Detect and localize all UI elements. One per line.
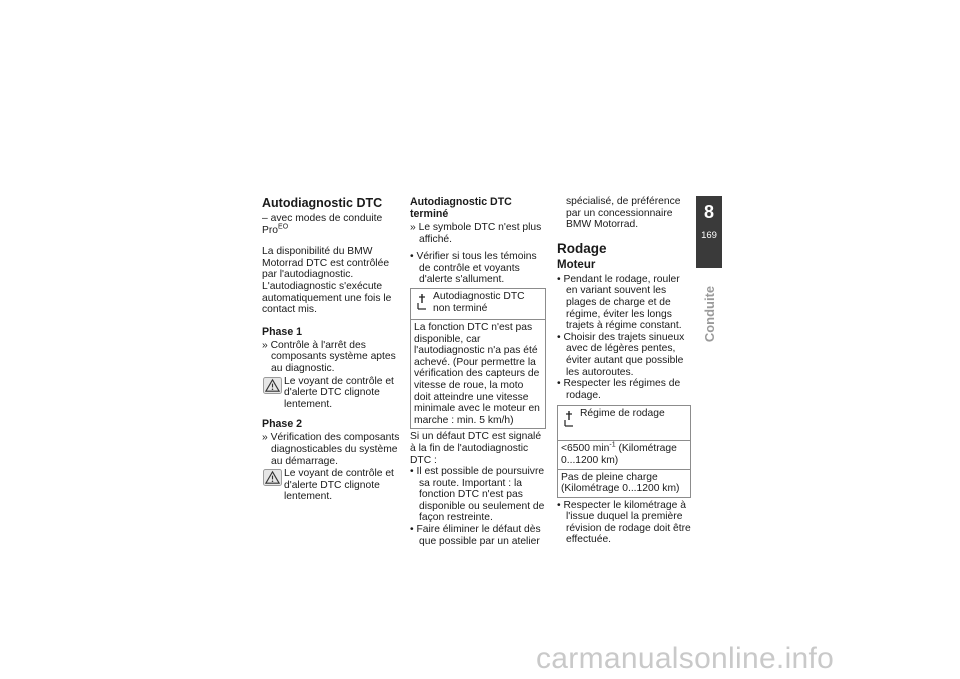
list-item: • Respecter le kilométrage à l'issue duquel la première révision de rodage doit être effectuée. <box>557 499 691 546</box>
rodage-list <box>557 274 691 402</box>
indicator-icon <box>563 410 575 428</box>
section-title-rodage: Rodage <box>557 240 607 256</box>
section-title-dtc-done: Autodiagnostic DTC terminé <box>410 196 512 220</box>
phase1-step: » Contrôle à l'arrêt des composants système aptes au diagnostic. <box>262 339 396 374</box>
phase1-note-text: Le voyant de contrôle et d'alerte DTC clignote lentement. <box>284 375 394 410</box>
list-item: • Faire éliminer le défaut dès que possible par un atelier <box>410 524 541 547</box>
page-number: 169 <box>701 230 717 241</box>
column-1 <box>262 196 400 503</box>
column-3 <box>557 196 691 546</box>
section-title-dtc: Autodiagnostic DTC <box>262 196 383 210</box>
rpm-sup: -1 <box>609 441 616 449</box>
column-2 <box>410 196 546 547</box>
phase2-note-text: Le voyant de contrôle et d'alerte DTC clignote lentement. <box>284 468 394 503</box>
phase2-note <box>262 468 400 503</box>
info-box-title: Régime de rodage <box>580 408 665 420</box>
list-item: • Pendant le rodage, rouler en variant souvent les plages de charge et de régime, éviter les longs trajets à régime constant. <box>557 273 682 332</box>
chapter-tab <box>696 196 722 268</box>
dtc-done-step: » Le symbole DTC n'est plus affiché. <box>410 222 542 245</box>
check-bullet: • Vérifier si tous les témoins de contrôle et voyants d'alerte s'allument. <box>410 251 537 286</box>
list-item: • Il est possible de poursuivre sa route. Important : la fonction DTC n'est pas disponible ou seulement de façon restreinte. <box>410 466 545 524</box>
info-box-title: Autodiagnostic DTC non terminé <box>433 290 525 314</box>
list-item: • Respecter les régimes de rodage. <box>557 378 681 401</box>
intro-text: La disponibilité du BMW Motorrad DTC est contrôlée par l'autodiagnostic. L'autodiagnostic s'exécute automatiquement une fois le contact mis. <box>262 246 392 316</box>
continued-text: spécialisé, de préférence par un concessionnaire BMW Motorrad. <box>566 196 681 231</box>
mode-sup: EO <box>278 223 289 231</box>
info-box-dtc <box>410 288 546 429</box>
indicator-icon <box>416 293 428 311</box>
mode-line <box>262 213 400 236</box>
watermark: carmanualsonline.info <box>536 642 835 675</box>
phase1-title: Phase 1 <box>262 325 303 338</box>
phase2-step: » Vérification des composants diagnosticables du système au démarrage. <box>262 432 400 467</box>
fault-intro: Si un défaut DTC est signalé à la fin de l'autodiagnostic DTC : <box>410 431 542 466</box>
warning-icon <box>263 469 282 486</box>
warning-icon <box>263 377 282 394</box>
rpm-range: (Kilométrage 0...1200 km) <box>561 443 677 466</box>
chapter-number: 8 <box>703 202 714 222</box>
fault-list <box>410 466 546 547</box>
phase1-note <box>262 376 400 411</box>
side-label: Conduite <box>702 285 717 343</box>
list-item: • Choisir des trajets sinueux avec de légères pentes, éviter autant que possible les autoroutes. <box>557 331 685 378</box>
phase2-title: Phase 2 <box>262 418 303 431</box>
subsection-title-moteur: Moteur <box>557 258 596 271</box>
info-box-header <box>558 406 690 441</box>
mode-text: – avec modes de conduite Pro <box>262 213 383 236</box>
info-box-rodage <box>557 405 691 497</box>
info-box-row-load: Pas de pleine charge (Kilométrage 0...1200 km) <box>558 469 690 497</box>
rodage-list-2 <box>557 500 691 546</box>
info-box-header <box>411 289 545 320</box>
info-box-row-rpm <box>558 441 690 468</box>
rpm-value: <6500 min <box>561 443 610 455</box>
info-box-body: La fonction DTC n'est pas disponible, car l'autodiagnostic n'a pas été achevé. (Pour permettre la vérification des capteurs de vitesse de roue, la moto doit atteindre une vitesse minimale avec le moteur en marche : min. 5 km/h) <box>414 321 540 426</box>
